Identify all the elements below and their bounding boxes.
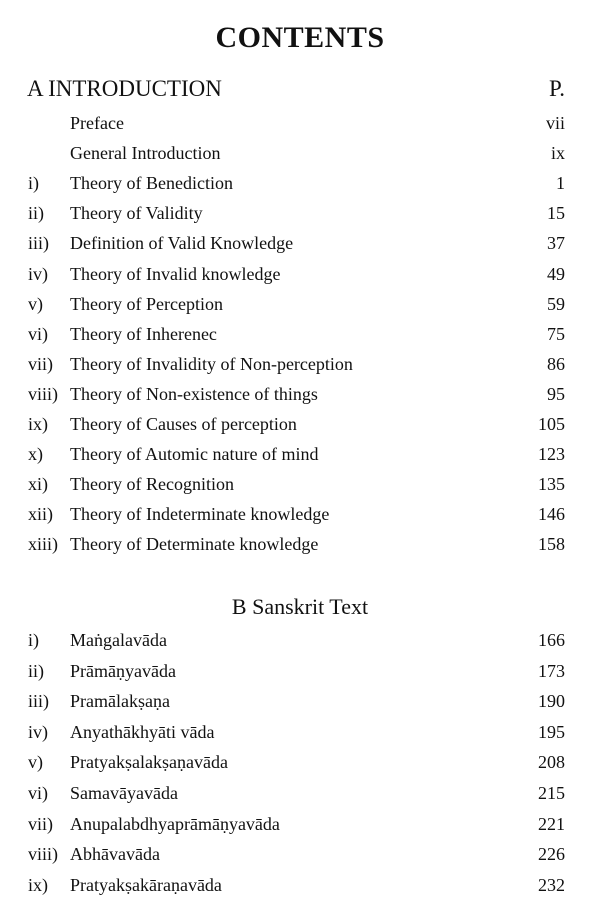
toc-entry-page: 105: [538, 414, 565, 434]
toc-entry: [0, 531, 600, 557]
toc-entry-page: 135: [538, 474, 565, 495]
toc-entry: [0, 321, 600, 347]
toc-entry-title: Pratyakṣakāraṇavāda: [70, 874, 222, 895]
toc-entry-title: Anupalabdhyaprāmāṇyavāda: [70, 813, 280, 834]
toc-entry: [0, 471, 600, 497]
toc-entry-page: 215: [538, 783, 565, 803]
toc-entry: [0, 351, 600, 377]
toc-entry-page: vii: [545, 113, 565, 133]
toc-entry: [0, 688, 600, 714]
toc-entry-page: 195: [538, 721, 565, 742]
toc-entry-page: 158: [538, 534, 565, 555]
toc-entry-number: vi): [28, 783, 48, 803]
toc-entry-number: v): [28, 752, 43, 773]
toc-entry-title: General Introduction: [70, 143, 221, 164]
toc-entry: [0, 719, 600, 745]
toc-entry-title: Theory of Non-existence of things: [70, 383, 318, 404]
toc-entry-number: viii): [28, 844, 58, 865]
toc-entry-title: Abhāvavāda: [70, 844, 160, 865]
toc-entry-number: ix): [28, 414, 48, 434]
toc-entry: [0, 658, 600, 684]
toc-entry-title: Preface: [70, 113, 124, 133]
toc-entry: [0, 170, 600, 196]
toc-entry: [0, 110, 600, 136]
toc-entry-title: Theory of Inherenec: [70, 323, 217, 344]
toc-entry-page: 221: [538, 813, 565, 834]
toc-entry-number: iv): [28, 721, 48, 742]
toc-entry: [0, 841, 600, 867]
toc-entry-title: Pramālakṣaṇa: [70, 691, 170, 712]
toc-entry-title: Theory of Determinate knowledge: [70, 534, 319, 555]
toc-entry-title: Theory of Indeterminate knowledge: [70, 504, 330, 525]
toc-entry-title: Theory of Invalid knowledge: [70, 263, 281, 284]
toc-entry-title: Samavāyavāda: [70, 783, 178, 803]
toc-entry: [0, 140, 600, 166]
toc-entry-page: ix: [550, 143, 565, 164]
toc-entry: [0, 261, 600, 287]
toc-entry-title: Pratyakṣalakṣaṇavāda: [70, 752, 228, 773]
toc-entry: [0, 627, 600, 653]
toc-entry-page: 86: [547, 353, 565, 374]
toc-entry-title: Theory of Benediction: [70, 173, 233, 194]
toc-entry: [0, 230, 600, 256]
toc-entry-title: Prāmāṇyavāda: [70, 660, 176, 681]
toc-entry: [0, 381, 600, 407]
toc-entry-page: 208: [538, 752, 565, 773]
toc-entry-title: Anyathākhyāti vāda: [70, 721, 215, 742]
section-a-heading: A INTRODUCTION: [27, 76, 222, 101]
toc-entry-page: 59: [547, 293, 565, 314]
toc-entry: [0, 780, 600, 806]
toc-entry-title: Theory of Perception: [70, 293, 223, 314]
toc-entry-number: xiii): [28, 534, 58, 555]
toc-entry-page: 173: [538, 660, 565, 681]
toc-entry: [0, 291, 600, 317]
toc-entry: [0, 501, 600, 527]
toc-entry: [0, 441, 600, 467]
toc-entry-page: 95: [547, 383, 565, 404]
toc-entry-number: i): [28, 173, 39, 194]
toc-entry-page: 49: [547, 263, 565, 284]
toc-entry: [0, 411, 600, 437]
toc-entry-title: Theory of Invalidity of Non-perception: [70, 353, 353, 374]
toc-entry-page: 1: [556, 173, 565, 194]
section-b-heading: B Sanskrit Text: [231, 594, 369, 619]
toc-entry-page: 15: [547, 203, 565, 224]
toc-entry-page: 166: [538, 630, 565, 650]
toc-entry-number: ii): [28, 660, 44, 681]
toc-entry-number: x): [28, 444, 43, 465]
toc-entry-page: 75: [547, 323, 565, 344]
toc-entry-number: iv): [28, 263, 48, 284]
toc-entry-title: Theory of Causes of perception: [70, 414, 297, 434]
toc-entry-page: 37: [547, 233, 565, 254]
toc-entry-page: 232: [538, 874, 565, 895]
toc-entry-number: vii): [28, 813, 53, 834]
toc-entry-title: Maṅgalavāda: [70, 630, 167, 650]
page-column-heading: P.: [549, 76, 565, 101]
toc-entry-page: 226: [538, 844, 565, 865]
toc-entry-number: viii): [28, 383, 58, 404]
toc-entry-number: v): [28, 293, 43, 314]
toc-entry-title: Theory of Automic nature of mind: [70, 444, 319, 465]
toc-entry-number: ix): [28, 874, 48, 895]
toc-entry-page: 190: [538, 691, 565, 712]
toc-entry: [0, 749, 600, 775]
page-title: CONTENTS: [215, 21, 385, 54]
toc-entry: [0, 811, 600, 837]
toc-entry-number: iii): [28, 233, 49, 254]
toc-entry: [0, 200, 600, 226]
toc-entry-title: Theory of Validity: [70, 203, 203, 224]
toc-entry-number: i): [28, 630, 39, 650]
toc-entry-number: ii): [28, 203, 44, 224]
toc-entry-title: Definition of Valid Knowledge: [70, 233, 294, 254]
toc-entry-number: vii): [28, 353, 53, 374]
toc-entry-number: iii): [28, 691, 49, 712]
toc-entry-number: xii): [28, 504, 53, 525]
toc-entry-page: 123: [538, 444, 565, 465]
toc-entry-number: xi): [28, 474, 48, 495]
toc-entry: [0, 872, 600, 898]
toc-entry-number: vi): [28, 323, 48, 344]
toc-entry-title: Theory of Recognition: [70, 474, 234, 495]
toc-entry-page: 146: [538, 504, 565, 525]
